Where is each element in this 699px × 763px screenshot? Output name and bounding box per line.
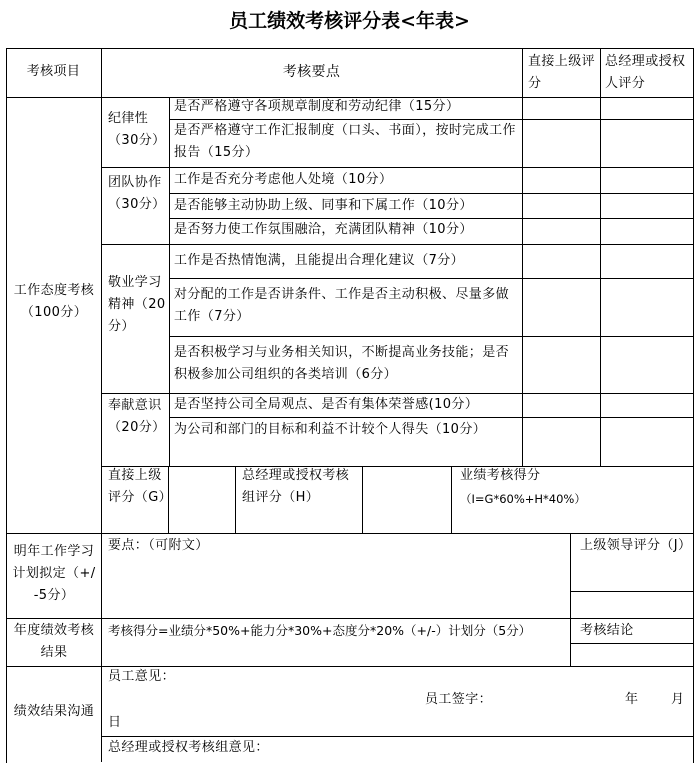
point-text: 是否努力使工作氛围融洽，充满团队精神（10分） [174,222,473,237]
row-line [169,193,693,194]
employee-sign-label: 员工签字： [425,692,493,707]
plan-content: 要点：（可附文） [108,538,209,553]
annual-label: 年度绩效考核结果 [13,623,95,660]
col-divider [570,533,571,666]
plan-label: 明年工作学习计划拟定（+/-5分） [12,544,96,603]
date-month: 月 [671,692,685,707]
point-text: 是否能够主动协助上级、同事和下属工作（10分） [174,198,473,213]
col-divider [600,48,601,466]
row-line [169,278,693,279]
score-supervisor-label: 直接上级评分（G） [108,468,173,505]
col-divider [522,48,523,466]
header-supervisor: 直接上级评分 [528,54,596,91]
point-text: 工作是否充分考虑他人处境（10分） [174,172,393,187]
point-text: 是否积极学习与业务相关知识，不断提高业务技能；是否积极参加公司组织的各类培训（6分） [174,345,510,382]
section-line [6,533,693,534]
score-formula: （I=G*60%+H*40%） [460,492,586,506]
date-year: 年 [625,692,639,707]
annual-conclusion-label: 考核结论 [580,623,634,638]
row-line [169,336,693,337]
group-name: 敬业学习精神（20分） [108,275,166,334]
header-points: 考核要点 [282,64,341,80]
plan-leader-label: 上级领导评分（J） [580,538,692,553]
header-item: 考核项目 [26,64,81,79]
row-line [169,417,693,418]
point-text: 是否严格遵守工作汇报制度（口头、书面），按时完成工作报告（15分） [174,123,516,160]
group-line [101,244,693,245]
form-title: 员工绩效考核评分表<年表> [229,10,470,32]
gm-opinion-label: 总经理或授权考核组意见： [108,740,269,755]
point-text: 对分配的工作是否讲条件、工作是否主动积极、尽量多做工作（7分） [174,287,510,324]
row-line [570,591,693,592]
group-name: 纪律性（30分） [108,111,166,148]
score-result-label: 业绩考核得分 [460,468,541,483]
col-divider [101,48,102,762]
point-text: 工作是否热情饱满，且能提出合理化建议（7分） [174,253,465,268]
section-line [6,618,693,619]
col-divider [451,466,452,533]
score-gm-label: 总经理或授权考核组评分（H） [242,468,350,505]
group-name: 奉献意识（20分） [108,398,166,435]
col-divider [362,466,363,533]
point-text: 为公司和部门的目标和利益不计较个人得失（10分） [174,422,487,437]
point-text: 是否坚持公司全局观点、是否有集体荣誉感(10分） [174,397,479,412]
header-gm: 总经理或授权人评分 [605,54,686,91]
col-divider [235,466,236,533]
employee-opinion-label: 员工意见： [108,669,176,684]
annual-formula: 考核得分=业绩分*50%+能力分*30%+态度分*20%（+/-）计划分（5分） [108,623,532,638]
group-col-divider [169,97,170,466]
row-line [570,643,693,644]
attitude-label: 工作态度考核（100分） [13,283,95,320]
group-name: 团队协作（30分） [108,175,166,212]
date-day: 日 [108,715,122,730]
comm-label: 绩效结果沟通 [13,704,95,719]
group-line [101,167,693,168]
point-text: 是否严格遵守各项规章制度和劳动纪律（15分） [174,99,460,114]
